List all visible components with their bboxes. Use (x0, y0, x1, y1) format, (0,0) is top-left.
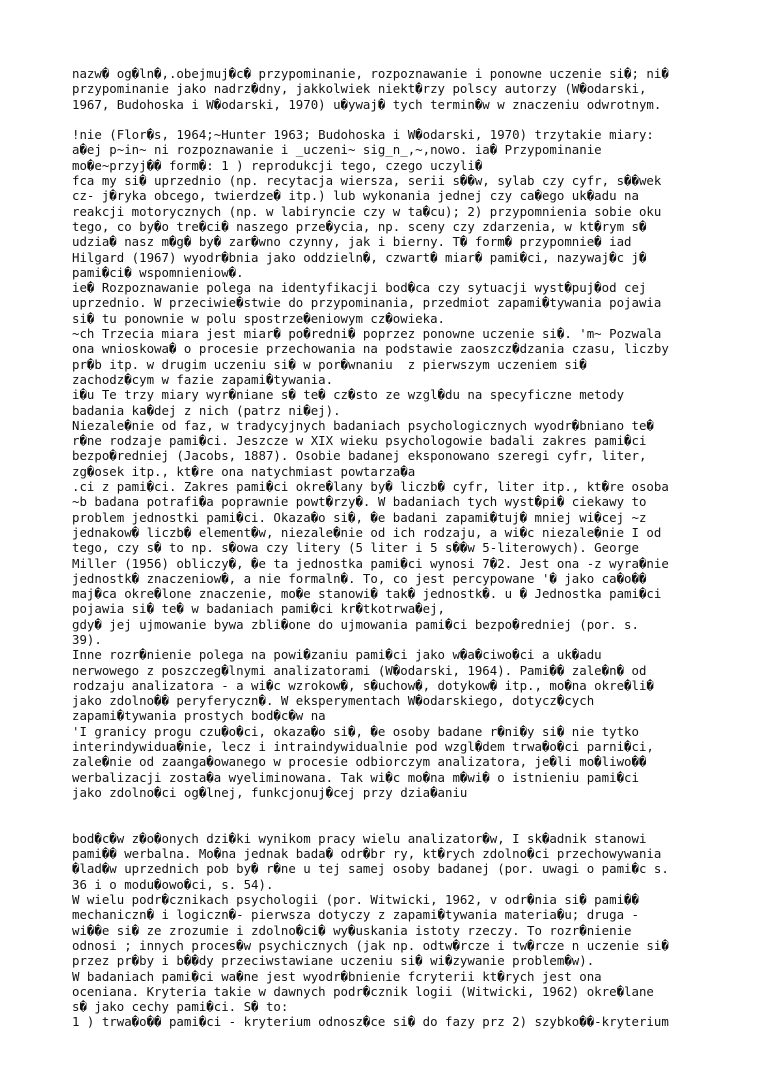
text-line: bod�c�w z�o�onych dzi�ki wynikom pracy wielu analizator�w, I sk�adnik stanowi (72, 830, 647, 846)
text-line: jako zdolno�� peryferyczn�. W eksperymentach W�odarskiego, dotycz�cych (72, 693, 595, 709)
text-line: uprzednio. W przeciwie�stwie do przypominania, przedmiot zapami�tywania pojawia (72, 295, 662, 311)
text-line: wi��e si� ze zrozumie i zdolno�ci� wy�uskania istoty rzeczy. To rozr�nienie (72, 922, 632, 938)
text-line: a�ej p~in~ ni rozpoznawanie i _uczeni~ sig_n_,~,nowo. ia� Przypominanie (72, 142, 602, 158)
text-line: 36 i o modu�owo�ci, s. 54). (72, 876, 274, 892)
text-block (72, 127, 702, 800)
paragraph-gap (72, 800, 702, 815)
text-line: pami�� werbalna. Mo�na jednak bada� odr�br ry, kt�rych zdolno�ci przechowywania (72, 846, 662, 862)
document-page (72, 66, 702, 1030)
text-line: si� tu ponownie w polu spostrze�eniowym cz�owieka. (72, 310, 445, 326)
text-line: problem jednostki pami�ci. Okaza�o si�, �e badani zapami�tuj� mniej wi�cej ~z (72, 509, 647, 525)
text-line: !nie (Flor�s, 1964;~Hunter 1963; Budohoska i W�odarski, 1970) trzytakie miary: (72, 127, 654, 143)
text-line: Inne rozr�nienie polega na powi�zaniu pami�ci jako w�a�ciwo�ci a uk�adu (72, 647, 602, 663)
text-line: rodzaju analizatora - a wi�c wzrokow�, s�uchow�, dotykow� itp., mo�na okre�li� (72, 677, 654, 693)
text-line: .ci z pami�ci. Zakres pami�ci okre�lany by� liczb� cyfr, liter itp., kt�re osoba (72, 479, 669, 495)
text-block (72, 66, 702, 112)
text-line: tego, czy s� to np. s�owa czy litery (5 liter i 5 s��w 5-literowych). George (72, 540, 639, 556)
text-line: r�ne rodzaje pami�ci. Jeszcze w XIX wieku psychologowie badali zakres pami�ci (72, 433, 647, 449)
text-line: zachodz�cym w fazie zapami�tywania. (72, 371, 334, 387)
text-line: ~b badana potrafi�a poprawnie powt�rzy�. W badaniach tych wyst�pi� ciekawy to (72, 494, 647, 510)
text-line: nazw� og�ln�,.obejmuj�c� przypominanie, rozpoznawanie i ponowne uczenie si�; ni� (72, 66, 669, 81)
text-line: nerwowego z poszczeg�lnymi analizatorami (W�odarski, 1964). Pami�� zale�n� od (72, 662, 647, 678)
text-line: przez pr�by i b��dy przeciwstawiane uczeniu si� wi�zywanie problem�w). (72, 953, 595, 969)
text-line: ~ch Trzecia miara jest miar� po�redni� poprzez ponowne uczenie si�. 'm~ Pozwala (72, 326, 662, 342)
text-line: udzia� nasz m�g� by� zar�wno czynny, jak i bierny. T� form� przypomnie� iad (72, 234, 632, 250)
text-line: werbalizacji zosta�a wyeliminowana. Tak wi�c mo�na m�wi� o istnieniu pami�ci (72, 769, 639, 785)
text-line: jednostk� znaczeniow�, a nie formaln�. To, co jest percypowane '� jako ca�o�� (72, 570, 647, 586)
text-line: Miller (1956) obliczy�, �e ta jednostka pami�ci wynosi 7�2. Jest ona -z wyra�nie (72, 555, 669, 571)
text-line: zale�nie od zaanga�owanego w procesie odbiorczym analizatora, je�li mo�liwo�� (72, 754, 647, 770)
text-line: fca my si� uprzednio (np. recytacja wiersza, serii s��w, sylab czy cyfr, s��wek (72, 173, 662, 189)
text-line: maj�ca okre�lone znaczenie, mo�e stanowi� tak� jednostk�. u � Jednostka pami�ci (72, 586, 662, 602)
text-line: przypominanie jako nadrz�dny, jakkolwiek niekt�rzy polscy autorzy (W�odarski, (72, 81, 647, 97)
text-line: zg�osek itp., kt�re ona natychmiast powtarza�a (72, 463, 416, 479)
text-line: pojawia si� te� w badaniach pami�ci kr�tkotrwa�ej, (72, 601, 445, 617)
text-line: oceniana. Kryteria takie w dawnych podr�cznik logii (Witwicki, 1962) okre�lane (72, 983, 654, 999)
text-line: Hilgard (1967) wyodr�bnia jako oddzieln�, czwart� miar� pami�ci, nazywaj�c j� (72, 249, 647, 265)
text-line: 1967, Budohoska i W�odarski, 1970) u�ywaj� tych termin�w w znaczeniu odwrotnym. (72, 96, 662, 112)
text-line: odnosi ; innych proces�w psychicznych (jak np. odtw�rcze i tw�rcze n uczenie si� (72, 937, 669, 953)
text-line: ie� Rozpoznawanie polega na identyfikacji bod�ca czy sytuacji wyst�puj�od cej (72, 280, 647, 296)
text-line: jako zdolno�ci og�lnej, funkcjonuj�cej przy dzia�aniu (72, 784, 468, 800)
text-block (72, 831, 702, 1030)
text-line: tego, co by�o tre�ci� naszego prze�ycia, np. sceny czy zdarzenia, w kt�rym s� (72, 218, 647, 234)
text-line: reakcji motorycznych (np. w labiryncie czy w ta�cu); 2) przypomnienia sobie oku (72, 203, 662, 219)
text-line: 39). (72, 631, 102, 647)
text-line: interindywidua�nie, lecz i intraindywidualnie pod wzgl�dem trwa�o�ci parni�ci, (72, 739, 654, 755)
text-line: badania ka�dej z nich (patrz ni�ej). (72, 402, 341, 418)
text-line: Niezale�nie od faz, w tradycyjnych badaniach psychologicznych wyodr�bniano te� (72, 417, 654, 433)
text-line: jednakow� liczb� element�w, niezale�nie od ich rodzaju, a wi�c niezale�nie I od (72, 524, 662, 540)
text-line: cz- j�ryka obcego, twierdze� itp.) lub wykonania jednej czy ca�ego uk�adu na (72, 188, 639, 204)
text-line: gdy� jej ujmowanie bywa zbli�one do ujmowania pami�ci bezpo�redniej (por. s. (72, 616, 639, 632)
text-line: ona wnioskowa� o procesie przechowania na podstawie zaoszcz�dzania czasu, liczby (72, 341, 669, 357)
text-line: i�u Te trzy miary wyr�niane s� te� cz�sto ze wzgl�du na specyficzne metody (72, 387, 625, 403)
text-line: s� jako cechy pami�ci. S� to: (72, 999, 289, 1015)
text-line: pami�ci� wspomnieniow�. (72, 264, 244, 280)
text-line: 1 ) trwa�o�� pami�ci - kryterium odnosz�ce si� do fazy prz 2) szybko��-kryterium (72, 1014, 669, 1030)
text-line: zapami�tywania prostych bod�c�w na (72, 708, 326, 724)
text-line: bezpo�redniej (Jacobs, 1887). Osobie badanej eksponowano szeregi cyfr, liter, (72, 448, 647, 464)
paragraph-gap (72, 816, 702, 831)
text-line: �lad�w uprzednich pob by� r�ne u tej samej osoby badanej (por. uwagi o pami�c s. (72, 861, 669, 877)
text-line: pr�b itp. w drugim uczeniu si� w por�wnaniu z pierwszym uczeniem si� (72, 356, 587, 372)
text-line: W badaniach pami�ci wa�ne jest wyodr�bnienie fcryterii kt�rych jest ona (72, 968, 602, 984)
text-line: mechaniczn� i logiczn�- pierwsza dotyczy z zapami�tywania materia�u; druga - (72, 907, 639, 923)
text-line: W wielu podr�cznikach psychologii (por. Witwicki, 1962, v odr�nia si� pami�� (72, 892, 639, 908)
paragraph-gap (72, 112, 702, 127)
text-line: mo�e~przyj�� form�: 1 ) reprodukcji tego, czego uczyli� (72, 157, 483, 173)
text-line: 'I granicy progu czu�o�ci, okaza�o si�, �e osoby badane r�ni�y si� nie tytko (72, 723, 639, 739)
